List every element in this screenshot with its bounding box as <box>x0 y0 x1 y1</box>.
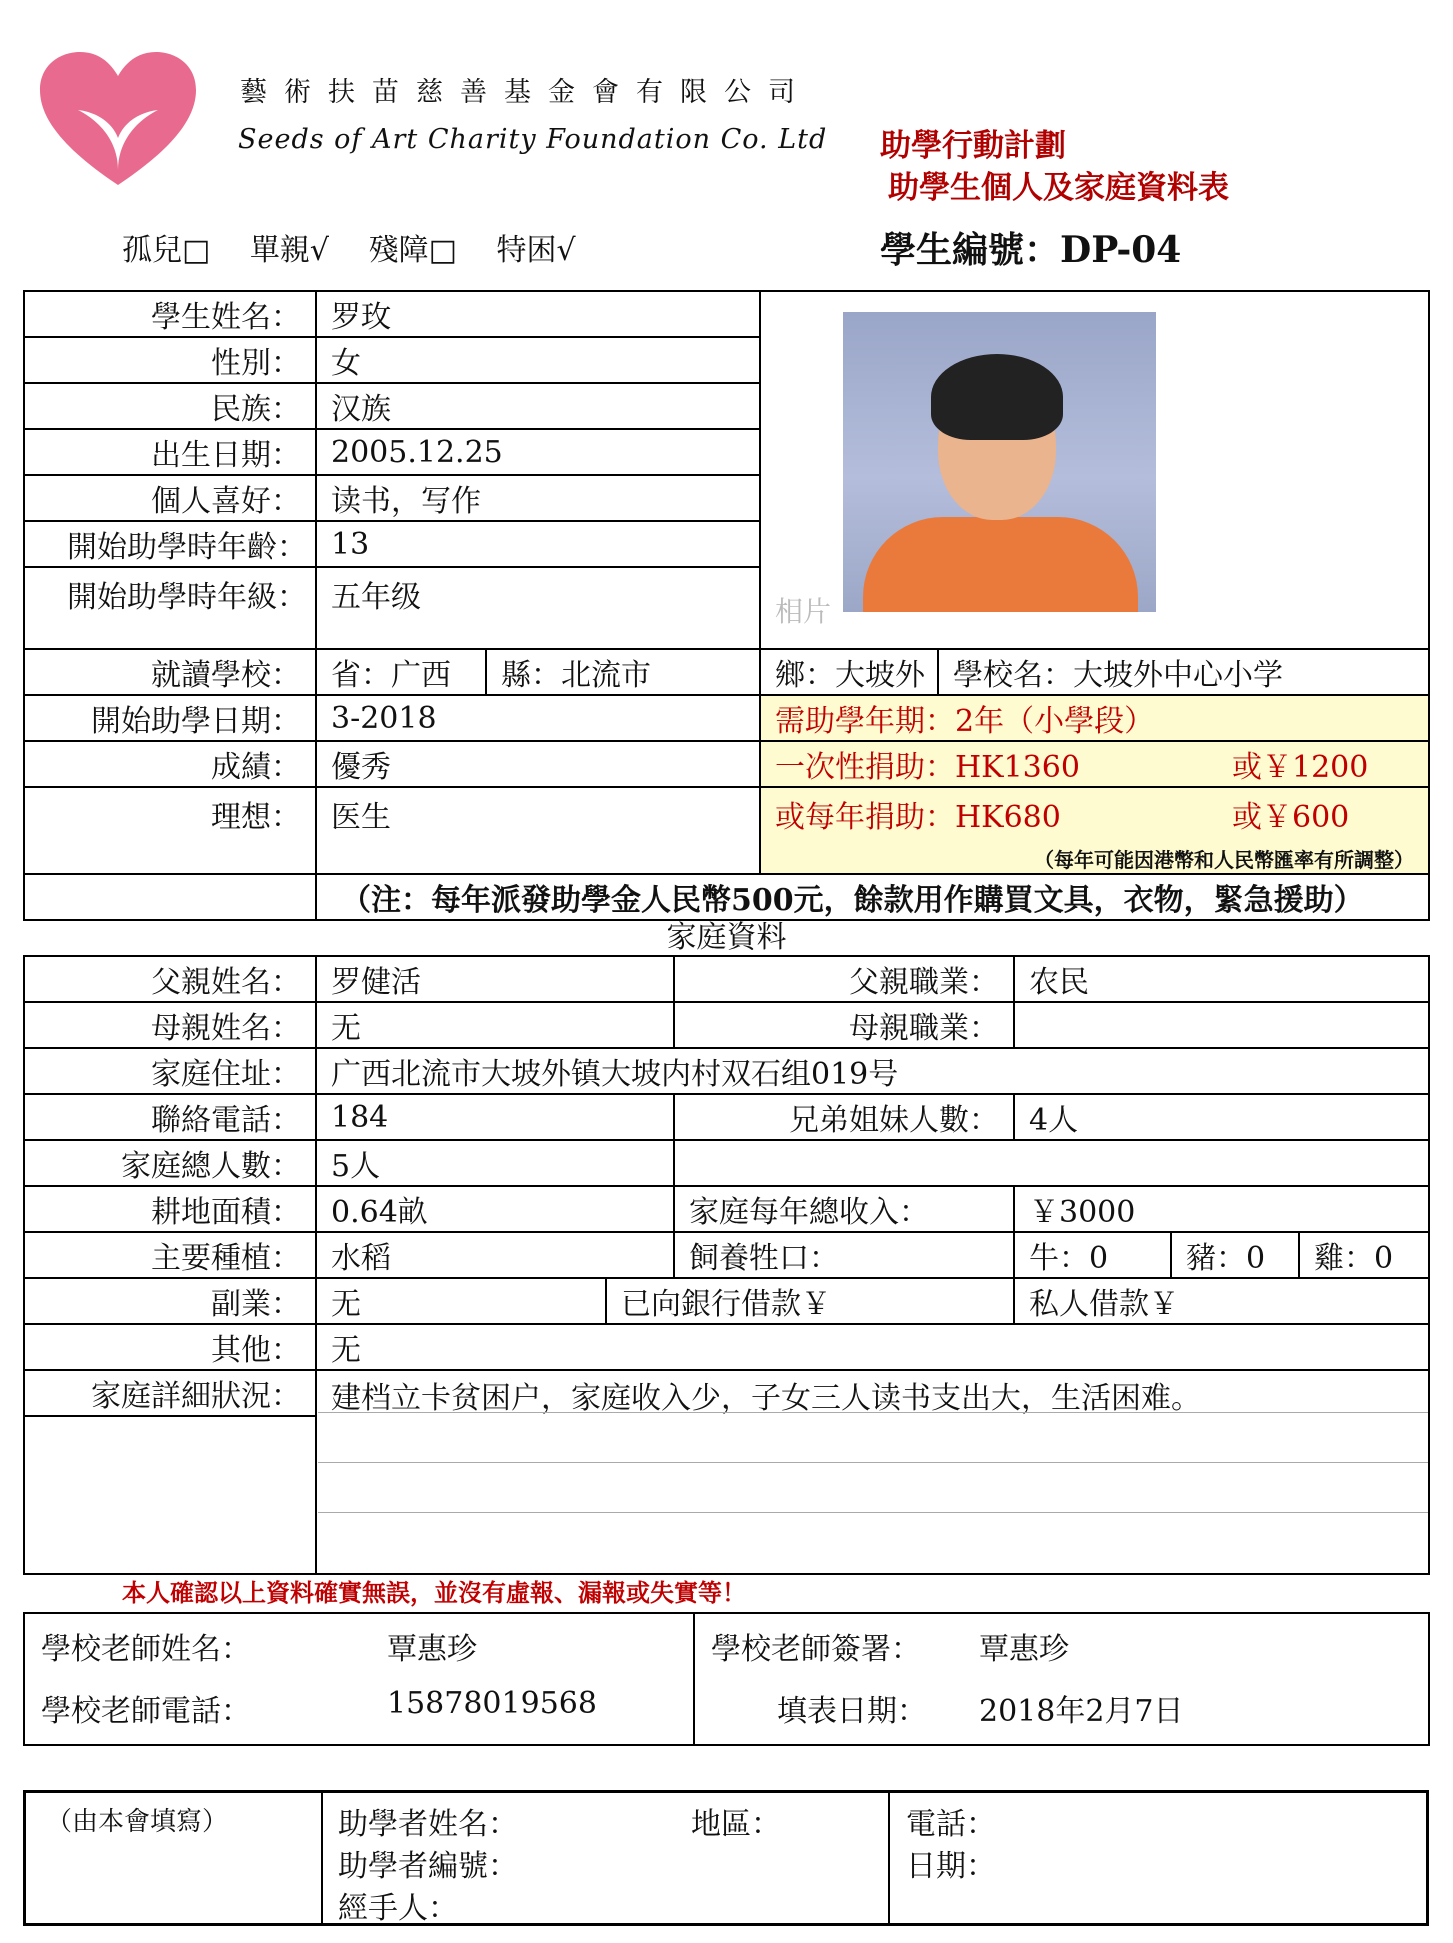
fill-date-label: 填表日期： <box>777 1694 927 1729</box>
siblings-label: 兄弟姐妹人數： <box>674 1094 1014 1140</box>
mother-job-label: 母親職業： <box>674 1002 1014 1048</box>
handler-label: 經手人： <box>338 1891 458 1926</box>
teacher-name: 覃惠珍 <box>387 1632 477 1667</box>
land-label: 耕地面積： <box>24 1186 316 1232</box>
photo-shirt <box>863 517 1138 612</box>
total-spacer <box>674 1140 1429 1186</box>
pigs: 豬：0 <box>1171 1232 1299 1278</box>
siblings: 4人 <box>1014 1094 1429 1140</box>
ethnicity-label: 民族： <box>24 383 316 429</box>
land: 0.64畝 <box>316 1186 674 1232</box>
school-town: 鄉：大坡外 <box>760 649 938 695</box>
teacher-name-label: 學校老師姓名： <box>41 1632 251 1667</box>
family-detail <box>316 1370 1429 1574</box>
private-loan: 私人借款￥ <box>1014 1278 1429 1324</box>
sponsor-no-label: 助學者編號： <box>338 1849 518 1884</box>
father-name-label: 父親姓名： <box>24 956 316 1002</box>
grades-label: 成績： <box>24 741 316 787</box>
form-title: 助學生個人及家庭資料表 <box>888 170 1229 206</box>
livestock-label: 飼養牲口： <box>674 1232 1014 1278</box>
need-years: 需助學年期：2年（小學段） <box>760 695 1429 741</box>
yearly-donation <box>760 787 1429 874</box>
detail-label: 家庭詳細狀況： <box>24 1370 316 1416</box>
crop: 水稻 <box>316 1232 674 1278</box>
photo-cell <box>760 291 1429 649</box>
photo-label: 相片 <box>775 595 832 628</box>
start-grade: 五年级 <box>316 567 760 649</box>
status-single-parent: 單親√ <box>249 233 330 268</box>
status-orphan: 孤兒□ <box>122 233 211 268</box>
plan-title: 助學行動計劃 <box>880 128 1066 164</box>
teacher-phone-label: 學校老師電話： <box>41 1694 251 1729</box>
start-age-label: 開始助學時年齡： <box>24 521 316 567</box>
yearly-rmb: 或￥600 <box>1232 800 1350 835</box>
grades: 優秀 <box>316 741 760 787</box>
address: 广西北流市大坡外镇大坡内村双石组019号 <box>316 1048 1429 1094</box>
mother-name-label: 母親姓名： <box>24 1002 316 1048</box>
start-date-label: 開始助學日期： <box>24 695 316 741</box>
bank-loan: 已向銀行借款￥ <box>606 1278 1014 1324</box>
foundation-name-cn: 藝術扶苗慈善基金會有限公司 <box>240 77 812 108</box>
crop-label: 主要種植： <box>24 1232 316 1278</box>
student-id: 學生編號：DP-04 <box>880 229 1182 271</box>
teacher-divider <box>693 1614 695 1744</box>
address-label: 家庭住址： <box>24 1048 316 1094</box>
mother-name: 无 <box>316 1002 674 1048</box>
school-county: 縣：北流市 <box>486 649 760 695</box>
region-label: 地區： <box>691 1807 781 1842</box>
phone: 184 <box>316 1094 674 1140</box>
photo-hair <box>931 354 1063 440</box>
start-age: 13 <box>316 521 760 567</box>
other-label: 其他： <box>24 1324 316 1370</box>
detail-ruled-line <box>318 1462 1428 1463</box>
birth-date: 2005.12.25 <box>316 429 760 475</box>
income-label: 家庭每年總收入： <box>674 1186 1014 1232</box>
start-date: 3-2018 <box>316 695 760 741</box>
student-table <box>23 290 1430 921</box>
father-name: 罗健活 <box>316 956 674 1002</box>
ethnicity: 汉族 <box>316 383 760 429</box>
status-disabled: 殘障□ <box>368 233 457 268</box>
teacher-box <box>23 1612 1430 1746</box>
family-detail-text: 建档立卡贫困户，家庭收入少，子女三人读书支出大，生活困难。 <box>331 1381 1201 1416</box>
cattle: 牛：0 <box>1014 1232 1171 1278</box>
status-checkboxes <box>122 225 606 269</box>
teacher-sign: 覃惠珍 <box>979 1632 1069 1667</box>
grant-note: （注：每年派發助學金人民幣500元，餘款用作購買文具，衣物，緊急援助） <box>316 874 1429 920</box>
teacher-phone: 15878019568 <box>387 1686 597 1721</box>
office-divider-1 <box>321 1793 323 1923</box>
ideal-label: 理想： <box>24 787 316 874</box>
student-name: 罗玫 <box>316 291 760 337</box>
one-time-rmb: 或￥1200 <box>1232 750 1369 785</box>
ideal: 医生 <box>316 787 760 874</box>
hobby: 读书，写作 <box>316 475 760 521</box>
office-box <box>23 1790 1429 1926</box>
family-table <box>23 955 1430 1575</box>
yearly-hk: 或每年捐助：HK680 <box>775 800 1061 835</box>
mother-job <box>1014 1002 1429 1048</box>
birth-label: 出生日期： <box>24 429 316 475</box>
total-label: 家庭總人數： <box>24 1140 316 1186</box>
phone-label: 聯絡電話： <box>24 1094 316 1140</box>
father-job: 农民 <box>1014 956 1429 1002</box>
sideline-label: 副業： <box>24 1278 316 1324</box>
detail-ruled-line <box>318 1412 1428 1413</box>
logo-heart-icon <box>38 50 198 190</box>
school-label: 就讀學校： <box>24 649 316 695</box>
total: 5人 <box>316 1140 674 1186</box>
one-time-donation <box>760 741 1429 787</box>
office-filled-by: （由本會填寫） <box>46 1807 229 1837</box>
gender-label: 性別： <box>24 337 316 383</box>
chickens: 雞：0 <box>1299 1232 1429 1278</box>
start-grade-label: 開始助學時年級： <box>24 567 316 649</box>
tel-label: 電話： <box>906 1807 996 1842</box>
office-divider-2 <box>888 1793 890 1923</box>
student-name-label: 學生姓名： <box>24 291 316 337</box>
school-name: 學校名：大坡外中心小学 <box>938 649 1429 695</box>
gender: 女 <box>316 337 760 383</box>
sideline: 无 <box>316 1278 606 1324</box>
confirmation-statement: 本人確認以上資料確實無誤，並沒有虛報、漏報或失實等！ <box>122 1578 746 1607</box>
family-section-title: 家庭資料 <box>666 920 787 955</box>
school-province: 省：广西 <box>316 649 486 695</box>
rate-note: （每年可能因港幣和人民幣匯率有所調整） <box>1034 848 1414 872</box>
office-date-label: 日期： <box>906 1849 996 1884</box>
one-time-hk: 一次性捐助：HK1360 <box>775 750 1080 785</box>
income: ￥3000 <box>1014 1186 1429 1232</box>
status-hardship: 特困√ <box>496 233 576 268</box>
detail-ruled-line <box>318 1512 1428 1513</box>
father-job-label: 父親職業： <box>674 956 1014 1002</box>
hobby-label: 個人喜好： <box>24 475 316 521</box>
teacher-sign-label: 學校老師簽署： <box>711 1632 921 1667</box>
other: 无 <box>316 1324 1429 1370</box>
foundation-name-en: Seeds of Art Charity Foundation Co. Ltd <box>238 124 828 155</box>
sponsor-name-label: 助學者姓名： <box>338 1807 518 1842</box>
student-photo <box>843 312 1156 612</box>
fill-date: 2018年2月7日 <box>979 1694 1184 1729</box>
detail-spacer <box>24 1416 316 1574</box>
